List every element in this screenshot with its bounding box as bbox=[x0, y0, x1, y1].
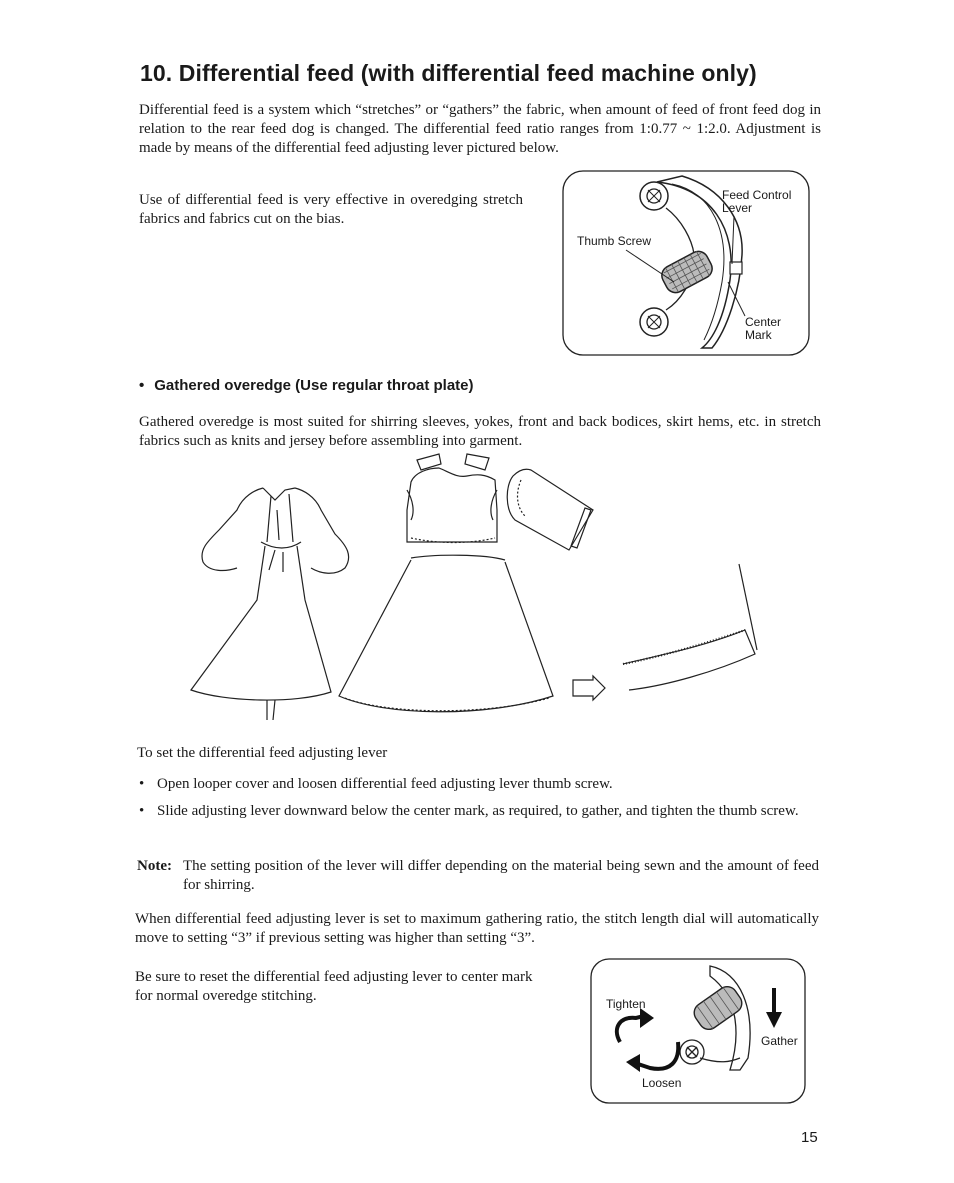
thumb-screw-label: Thumb Screw bbox=[577, 234, 652, 248]
set-lever-intro: To set the differential feed adjusting lever bbox=[137, 745, 388, 761]
gather-label: Gather bbox=[761, 1034, 798, 1048]
tighten-loosen-illustration bbox=[590, 958, 806, 1104]
garment-drawing bbox=[185, 450, 765, 730]
list-item: • Open looper cover and loosen differential feed adjusting lever thumb screw. bbox=[137, 775, 819, 794]
page-number: 15 bbox=[801, 1129, 818, 1146]
gathered-overedge-heading bbox=[139, 377, 474, 394]
loosen-label: Loosen bbox=[642, 1076, 682, 1090]
tighten-label: Tighten bbox=[606, 997, 646, 1011]
gathered-paragraph: Gathered overedge is most suited for shirring sleeves, yokes, front and back bodices, skirt hems, etc. in stretch fabrics such as knits and jersey before assembling into garment. bbox=[139, 414, 821, 449]
feed-control-lever-label: Feed Control Lever bbox=[722, 188, 792, 215]
effective-paragraph: Use of differential feed is very effective in overedging stretch fabrics and fabrics cut on the bias. bbox=[139, 192, 523, 227]
intro-paragraph: Differential feed is a system which “stretches” or “gathers” the fabric, when amount of feed of front feed dog in relation to the rear feed dog is changed. The differential feed ratio ranges from 1:0.77 ~ 1:2.0. Adjustment is made by means of the differential feed adjusting lever pictured below. bbox=[139, 102, 821, 156]
steps-list bbox=[137, 775, 819, 829]
garment-illustration bbox=[185, 450, 765, 730]
bullet-icon: • bbox=[139, 377, 145, 394]
list-item: • Slide adjusting lever downward below the center mark, as required, to gather, and tighten the thumb screw. bbox=[137, 802, 819, 821]
page-title: 10. Differential feed (with differential feed machine only) bbox=[140, 60, 757, 86]
note-text: The setting position of the lever will differ depending on the material being sewn and the amount of feed for shirring. bbox=[183, 858, 819, 893]
reset-paragraph: Be sure to reset the differential feed adjusting lever to center mark for normal overedge stitching. bbox=[135, 969, 533, 1004]
center-mark-label: Center Mark bbox=[745, 315, 782, 342]
note-label: Note: bbox=[137, 858, 172, 874]
tighten-loosen-figure bbox=[590, 958, 806, 1104]
gathered-overedge-heading-text: Gathered overedge (Use regular throat plate) bbox=[154, 377, 474, 394]
feed-control-lever-figure bbox=[562, 170, 810, 356]
max-gathering-paragraph: When differential feed adjusting lever is set to maximum gathering ratio, the stitch length dial will automatically move to setting “3” if previous setting was higher than setting “3”. bbox=[135, 911, 819, 946]
